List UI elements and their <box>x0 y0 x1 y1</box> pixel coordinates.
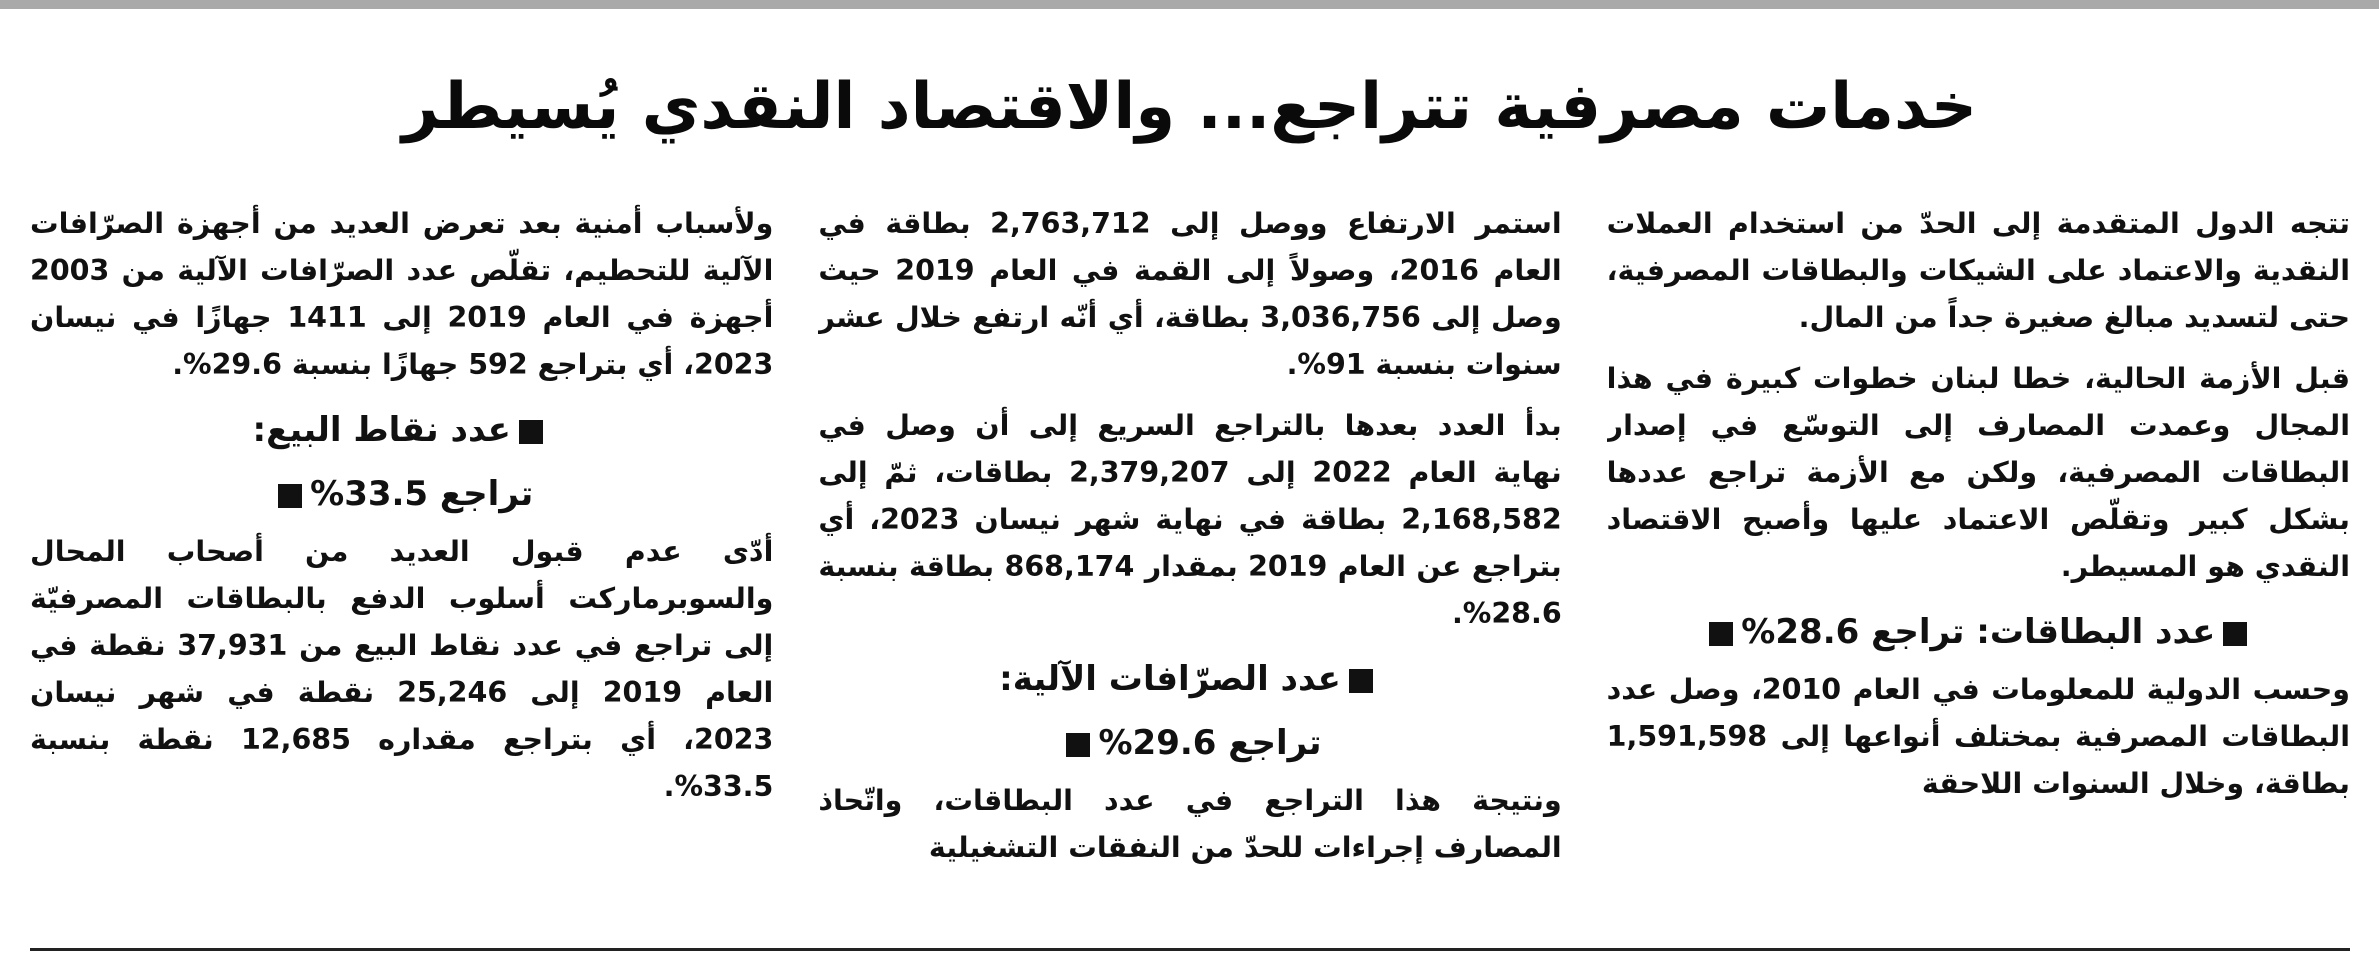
paragraph: قبل الأزمة الحالية، خطا لبنان خطوات كبيرة في هذا المجال وعمدت المصارف إلى التوسّع في إصدار البطاقات المصرفية، ولكن مع الأزمة تراجع عددها بشكل كبير وتقلّص الاعتماد عليها وأصبح الاقتصاد النقدي هو المسيطر. <box>1606 362 2350 583</box>
subheading-text: تراجع 29.6% <box>1098 723 1322 763</box>
subheading-pos <box>30 402 773 458</box>
paragraph: ولأسباب أمنية بعد تعرض العديد من أجهزة الصرّافات الآلية للتحطيم، تقلّص عدد الصرّافات الآلية من 2003 أجهزة في العام 2019 إلى 1411 جهازًا في نيسان 2023، أي بتراجع 592 جهازًا بنسبة 29.6%. <box>30 207 774 381</box>
headline: خدمات مصرفية تتراجع... والاقتصاد النقدي يُسيطر <box>401 70 1978 144</box>
subheading-text: عدد الصرّافات الآلية: <box>999 659 1341 699</box>
paragraph: استمر الارتفاع ووصل إلى 2,763,712 بطاقة في العام 2016، وصولاً إلى القمة في العام 2019 حيث وصل إلى 3,036,756 بطاقة، أي أنّه ارتفع خلال عشر سنوات بنسبة 91%. <box>818 207 1562 381</box>
paragraph: وحسب الدولية للمعلومات في العام 2010، وصل عدد البطاقات المصرفية بمختلف أنواعها إلى 1,591,598 بطاقة، وخلال السنوات اللاحقة <box>1606 673 2350 800</box>
column-3 <box>30 200 773 940</box>
top-bar <box>0 0 2379 9</box>
article-columns <box>30 200 2350 940</box>
paragraph: تتجه الدول المتقدمة إلى الحدّ من استخدام العملات النقدية والاعتماد على الشيكات والبطاقات المصرفية، حتى لتسديد مبالغ صغيرة جداً من المال. <box>1606 207 2350 334</box>
subheading-atms-decline <box>818 715 1561 771</box>
paragraph: أدّى عدم قبول العديد من أصحاب المحال والسوبرماركت أسلوب الدفع بالبطاقات المصرفيّة إلى تراجع في عدد نقاط البيع من 37,931 نقطة في العام 2019 إلى 25,246 نقطة في شهر نيسان 2023، أي بتراجع مقداره 12,685 نقطة بنسبة 33.5%. <box>30 535 774 803</box>
square-bullet-icon <box>519 420 543 444</box>
subheading-text: عدد نقاط البيع: <box>252 410 511 450</box>
paragraph: بدأ العدد بعدها بالتراجع السريع إلى أن وصل في نهاية العام 2022 إلى 2,379,207 بطاقات، ثمّ إلى 2,168,582 بطاقة في نهاية شهر نيسان 2023، أي بتراجع عن العام 2019 بمقدار 868,174 بطاقة بنسبة 28.6%. <box>818 409 1562 630</box>
square-bullet-icon <box>278 484 302 508</box>
bottom-rule <box>30 948 2350 951</box>
square-bullet-icon <box>1066 733 1090 757</box>
square-bullet-icon <box>1709 622 1733 646</box>
column-1 <box>1607 200 2350 940</box>
column-2 <box>818 200 1561 940</box>
square-bullet-icon <box>1349 669 1373 693</box>
square-bullet-icon <box>2223 622 2247 646</box>
subheading-text: عدد البطاقات: تراجع 28.6% <box>1741 612 2216 652</box>
subheading-pos-decline <box>30 466 773 522</box>
paragraph: ونتيجة هذا التراجع في عدد البطاقات، واتّحاذ المصارف إجراءات للحدّ من النفقات التشغيلية <box>818 784 1562 864</box>
subheading-text: تراجع 33.5% <box>310 474 534 514</box>
subheading-cards <box>1607 604 2350 660</box>
subheading-atms <box>818 651 1561 707</box>
